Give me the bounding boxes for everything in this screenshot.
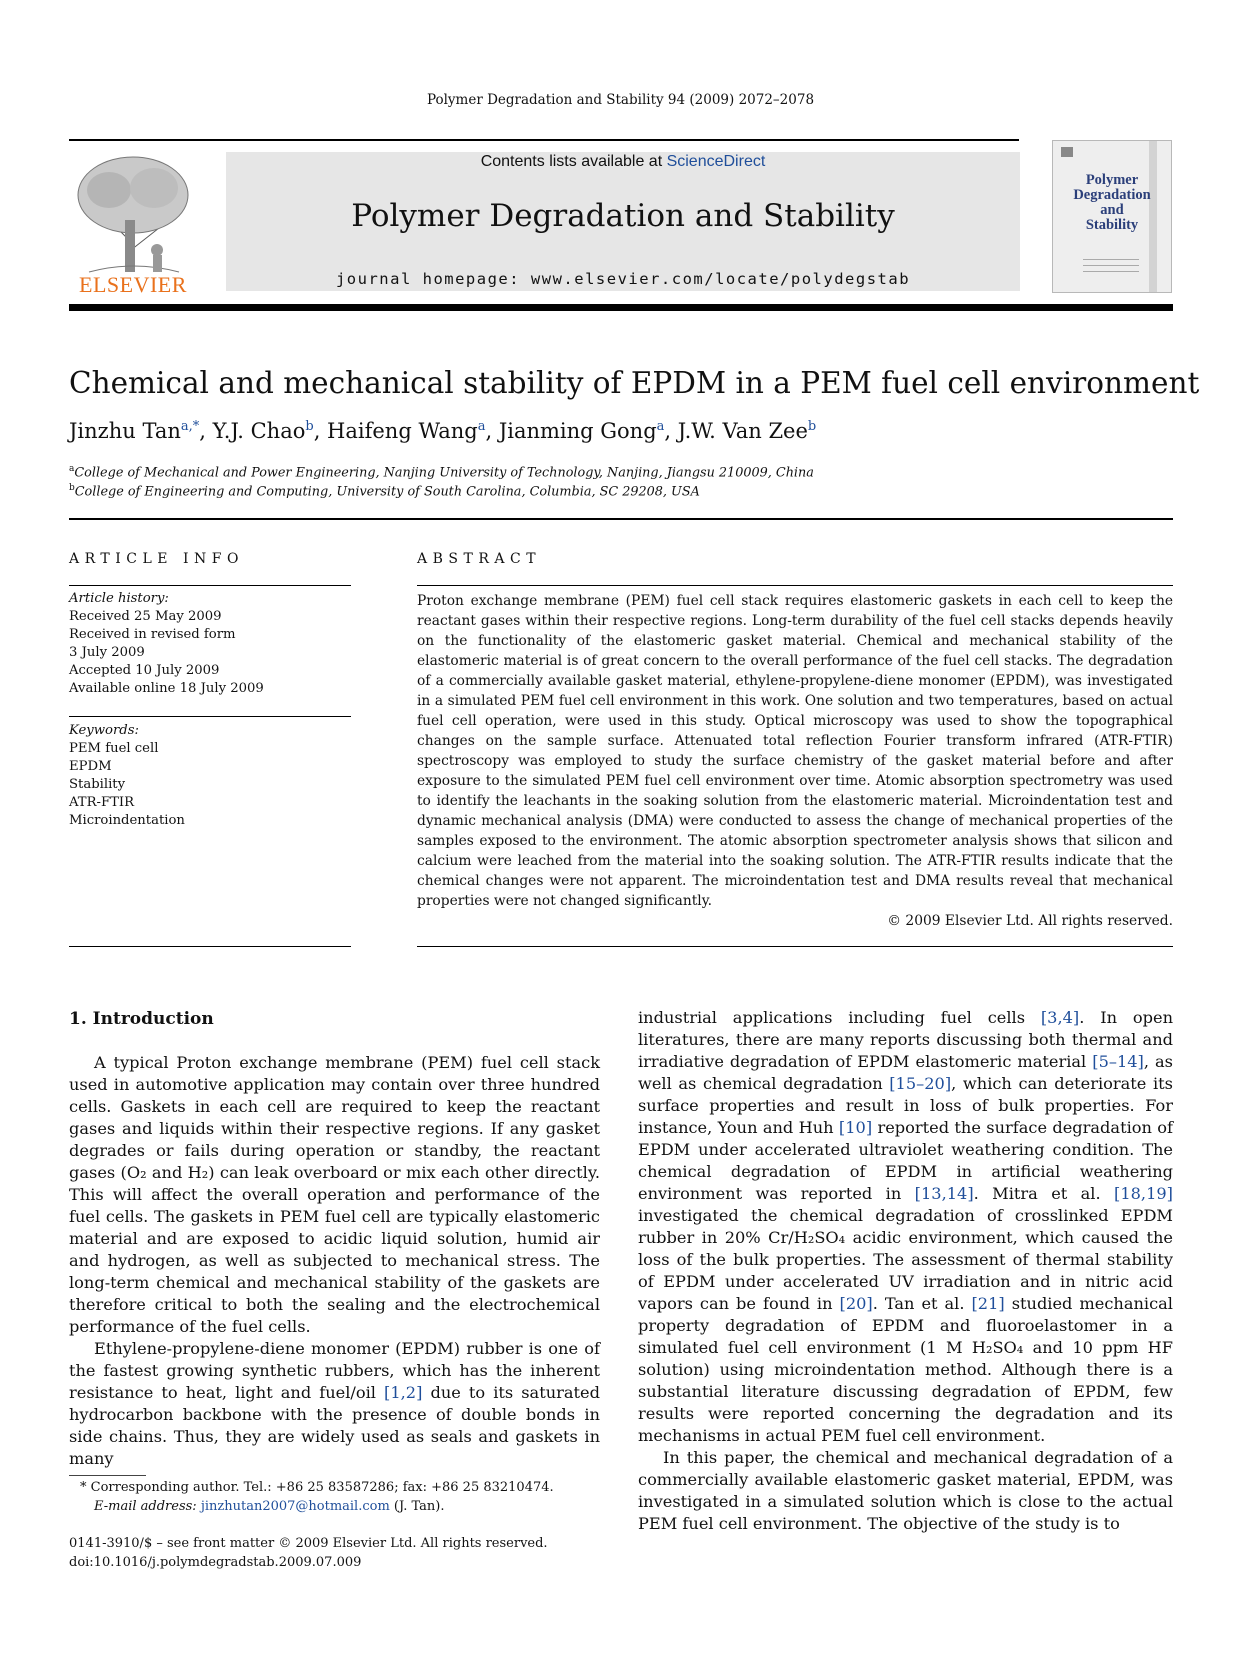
history-item: Accepted 10 July 2009 (69, 663, 220, 678)
abstract-rule (417, 585, 1173, 586)
journal-cover-thumbnail (1052, 140, 1172, 293)
contents-line (226, 153, 1020, 171)
cover-logo-icon (1061, 147, 1073, 157)
email-suffix: (J. Tan). (389, 1499, 445, 1514)
paragraph: In this paper, the chemical and mechanical degradation of a commercially available elastomeric gasket material, EPDM, was investigated in a simulated solution which is close to the actual PEM fuel cell environment. The objective of the study is to (638, 1448, 1173, 1533)
body-right-column (638, 1007, 1173, 1535)
abstract-copyright: © 2009 Elsevier Ltd. All rights reserved. (887, 913, 1173, 929)
author-affil-mark[interactable]: b (305, 419, 314, 434)
abstract-body (417, 591, 1173, 931)
contents-prefix: Contents lists available at (480, 153, 667, 170)
paragraph-text: industrial applications including fuel cells (638, 1008, 1041, 1027)
citation-link[interactable]: [13,14] (914, 1184, 974, 1203)
citation-link[interactable]: [3,4] (1040, 1008, 1080, 1027)
author-name: Jinzhu Tan (69, 419, 181, 443)
author-name: Haifeng Wang (327, 419, 478, 443)
citation-link[interactable]: [10] (838, 1118, 873, 1137)
cover-title-line: Stability (1085, 217, 1139, 233)
journal-title: Polymer Degradation and Stability (351, 198, 895, 234)
author-affil-mark[interactable]: a,* (180, 419, 200, 434)
cover-title-line: Degradation (1073, 187, 1151, 203)
cover-title-line: Polymer (1085, 172, 1139, 188)
paragraph-text: . Mitra et al. (973, 1184, 1115, 1203)
paragraph (638, 1007, 1173, 1447)
paragraph: A typical Proton exchange membrane (PEM) fuel cell stack used in automotive application may contain over three hundred cells. Gaskets in each cell are required to keep the reactant gases and liquids within their respective regions. If any gasket degrades or fails during operation or standby, the reactant gases (O₂ and H₂) can leak overboard or mix each other directly. This will affect the overall operation and performance of the fuel cells. The gaskets in PEM fuel cell are typically elastomeric material and are exposed to acidic liquid solution, humid air and hydrogen, as well as subjected to mechanical stress. The long-term chemical and mechanical stability of the gaskets are therefore critical to both the sealing and the electrochemical performance of the fuel cells. (69, 1053, 600, 1336)
journal-homepage[interactable]: journal homepage: www.elsevier.com/locate/polydegstab (335, 270, 911, 288)
paragraph-text: , as well as chemical degradation (638, 1052, 1173, 1093)
article-info-bottom-rule (69, 946, 351, 947)
author-affil-mark[interactable]: a (656, 419, 665, 434)
footnote-rule (69, 1475, 146, 1476)
affiliation-text: College of Engineering and Computing, University of South Carolina, Columbia, SC 29208, USA (74, 484, 700, 500)
corresponding-author-footnote (80, 1478, 554, 1516)
affiliation-text: College of Mechanical and Power Engineering, Nanjing University of Technology, Nanjing, Jiangsu 210009, China (74, 465, 814, 481)
keyword: Stability (69, 777, 126, 792)
elsevier-wordmark: ELSEVIER (79, 272, 187, 297)
affiliation-mark: a (69, 464, 75, 474)
author-affil-mark[interactable]: b (807, 419, 817, 434)
citation-link[interactable]: [1,2] (384, 1383, 423, 1402)
running-head: Polymer Degradation and Stability 94 (2009) 2072–2078 (426, 92, 815, 108)
issn-line: 0141-3910/$ – see front matter © 2009 Elsevier Ltd. All rights reserved. (69, 1536, 548, 1551)
history-label: Article history: (69, 591, 169, 606)
abstract-text: Proton exchange membrane (PEM) fuel cell stack requires elastomeric gaskets in each cell to keep the reactant gases within their respective regions. Long-term durability of the fuel cell stacks depends heavily on the functionality of the elastomeric gasket material. Chemical and mechanical stability of the elastomeric material is of great concern to the overall performance of the fuel cell stacks. The degradation of a commercially available gasket material, ethylene-propylene-diene monomer (EPDM), was investigated in a simulated PEM fuel cell environment in this work. One solution and two temperatures, based on actual fuel cell operation, were used in this study. Optical microscopy was used to show the topographical changes on the sample surface. Attenuated total reflection Fourier transform infrared (ATR-FTIR) spectroscopy was employed to study the surface chemistry of the gasket material before and after exposure to the simulated PEM fuel cell environment over time. Atomic absorption spectrometry was used to identify the leachants in the soaking solution from the elastomeric material. Microindentation test and dynamic mechanical analysis (DMA) were conducted to assess the change of mechanical properties of the samples exposed to the environment. The atomic absorption spectrometer analysis shows that silicon and calcium were leached from the material into the soaking solution. The ATR-FTIR results indicate that the chemical changes were not apparent. The microindentation test and DMA results reveal that mechanical properties were not changed significantly. (417, 593, 1173, 909)
history-item: Received 25 May 2009 (69, 609, 222, 624)
article-history (69, 590, 349, 698)
sciencedirect-link[interactable]: ScienceDirect (666, 153, 766, 170)
doi-line[interactable]: doi:10.1016/j.polymdegradstab.2009.07.009 (69, 1555, 362, 1570)
paragraph-text: studied mechanical property degradation of EPDM and fluoroelastomer in a simulated fuel cell environment (1 M H₂SO₄ and 10 ppm HF solution) using microindentation method. Although there is a substantial literature discussing degradation of EPDM, few results were reported concerning the degradation and its mechanisms in actual PEM fuel cell environment. (638, 1294, 1173, 1445)
history-item: Received in revised form (69, 627, 236, 642)
section-heading-introduction: 1. Introduction (69, 1009, 214, 1029)
abstract-heading: ABSTRACT (417, 551, 542, 567)
affiliation-mark: b (69, 483, 75, 493)
paragraph-text: . Tan et al. (872, 1294, 972, 1313)
elsevier-logo (69, 150, 197, 298)
citation-link[interactable]: [5–14] (1092, 1052, 1144, 1071)
article-info-rule (69, 585, 351, 586)
paragraph-text: investigated the chemical degradation of crosslinked EPDM rubber in 20% Cr/H₂SO₄ acidic environment, which caused the loss of the bulk properties. The assessment of thermal stability of EPDM under accelerated UV irradiation and in nitric acid vapors can be found in (638, 1206, 1173, 1313)
keyword: ATR-FTIR (69, 795, 135, 810)
citation-link[interactable]: [18,19] (1114, 1184, 1173, 1203)
citation-link[interactable]: [20] (839, 1294, 873, 1313)
header-rule (69, 139, 1019, 141)
cover-line (1083, 259, 1139, 260)
history-item: 3 July 2009 (69, 645, 145, 660)
paragraph-text: , which can deteriorate its surface properties and result in loss of bulk properties. For instance, Youn and Huh (638, 1074, 1173, 1137)
paragraph (69, 1338, 600, 1470)
keywords (69, 722, 349, 830)
paragraph-text: reported the surface degradation of EPDM under accelerated ultraviolet weathering condition. The chemical degradation of EPDM in artificial weathering environment was reported in (638, 1118, 1173, 1203)
keyword: Microindentation (69, 813, 185, 828)
paragraph-text: Ethylene-propylene-diene monomer (EPDM) rubber is one of the fastest growing synthetic rubbers, which has the inherent resistance to heat, light and fuel/oil (69, 1339, 600, 1402)
author-affil-mark[interactable]: a (477, 419, 486, 434)
abstract-bottom-rule (417, 946, 1173, 947)
author-name: Jianming Gong (498, 419, 657, 443)
affiliation-b (69, 483, 700, 499)
affiliation-a (69, 464, 814, 480)
title-block-rule (69, 518, 1173, 520)
keyword: EPDM (69, 759, 112, 774)
history-item: Available online 18 July 2009 (69, 681, 264, 696)
article-info-heading: ARTICLE INFO (69, 551, 244, 567)
keywords-rule (69, 716, 351, 717)
footnote-email-line (80, 1497, 554, 1516)
author-name: J.W. Van Zee (677, 419, 808, 443)
author-list: Jinzhu Tan$^{a,*}$, Y.J. Chao$^b$, Haifeng Wang$^a$, Jianming Gong$^a$, J.W. Van Zee$^b$ (69, 419, 817, 443)
cover-title (1053, 173, 1171, 233)
keyword: PEM fuel cell (69, 741, 159, 756)
banner-bottom-rule (69, 304, 1173, 311)
body-left-column (69, 1052, 600, 1470)
paragraph-text: due to its saturated hydrocarbon backbone with the presence of double bonds in side chains. Thus, they are widely used as seals and gaskets in many (69, 1383, 600, 1468)
cover-line (1083, 265, 1139, 266)
footnote-contact: * Corresponding author. Tel.: +86 25 83587286; fax: +86 25 83210474. (80, 1480, 554, 1495)
author-name: Y.J. Chao (212, 419, 306, 443)
citation-link[interactable]: [21] (971, 1294, 1005, 1313)
cover-title-line: and (1100, 202, 1124, 218)
citation-link[interactable]: [15–20] (889, 1074, 952, 1093)
email-label: E-mail address: (94, 1499, 201, 1514)
cover-line (1083, 271, 1139, 272)
email-link[interactable]: jinzhutan2007@hotmail.com (200, 1499, 390, 1514)
front-matter (69, 1534, 548, 1572)
paragraph-text: . In open literatures, there are many reports discussing both thermal and irradiative degradation of EPDM elastomeric material (638, 1008, 1174, 1071)
article-title: Chemical and mechanical stability of EPDM in a PEM fuel cell environment (69, 366, 1200, 400)
keywords-label: Keywords: (69, 723, 139, 738)
